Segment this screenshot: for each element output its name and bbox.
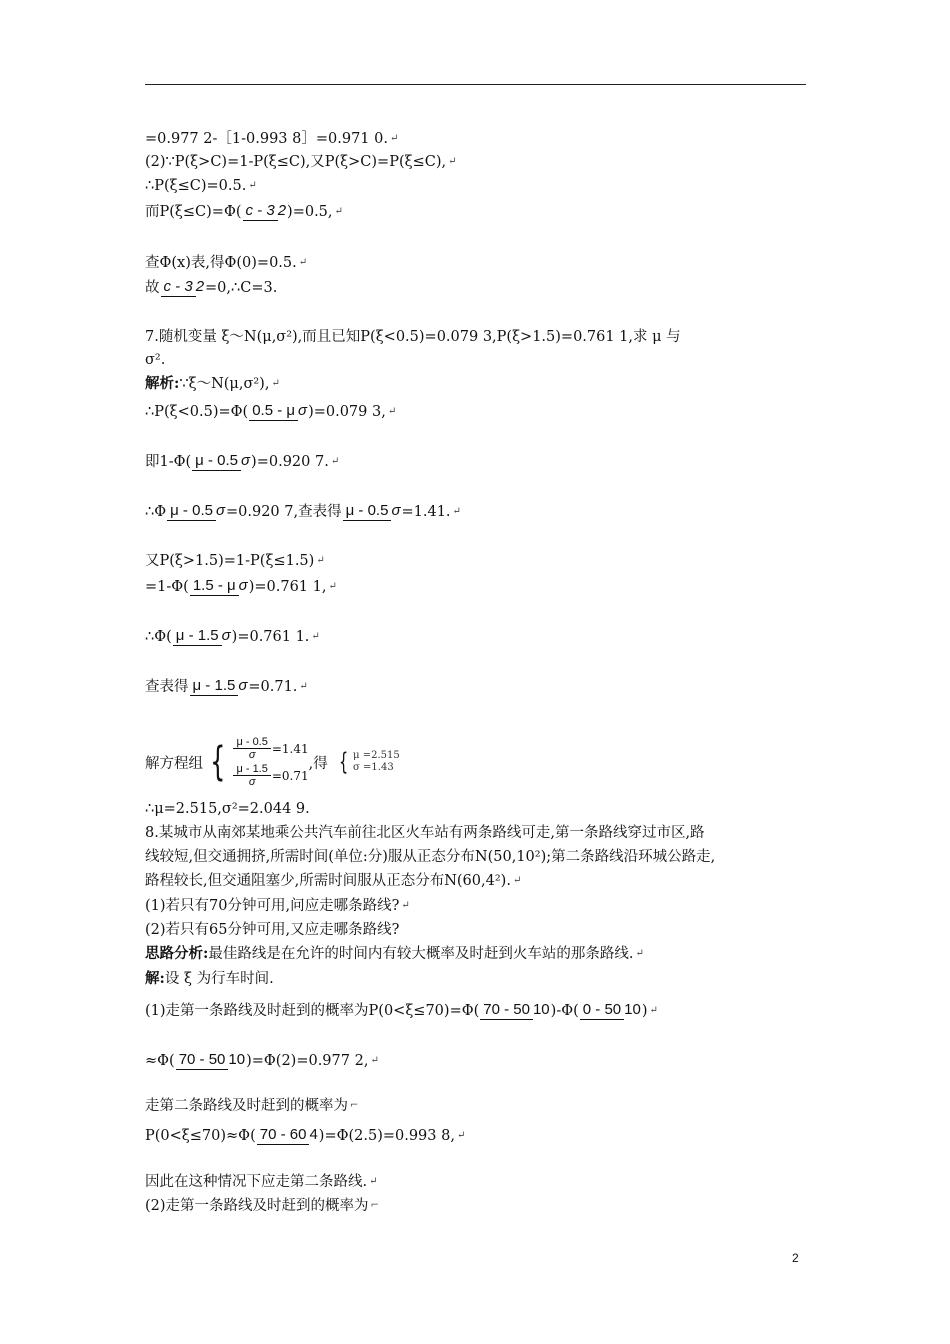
fraction: μ - 0.5 σ	[343, 502, 401, 521]
text-line: (2)∵P(ξ>C)=1-P(ξ≤C),又P(ξ>C)=P(ξ≤C), ↵	[145, 154, 457, 170]
text-line: P(0<ξ≤70)≈Φ( 70 - 60 4 )=Φ(2.5)=0.993 8, ↵	[145, 1126, 466, 1144]
text-line: 故 c - 3 2 =0,∴C=3.	[145, 278, 278, 296]
fraction: $\frac{\mu - 0.5}{\sigma}$	[233, 736, 270, 761]
text-line: 又P(ξ>1.5)=1-P(ξ≤1.5) ↵	[145, 553, 325, 569]
text-line: 7.随机变量 ξ～N(μ,σ²),而且已知P(ξ<0.5)=0.079 3,P(ξ>1.5)=0.761 1,求 μ 与	[145, 329, 681, 345]
text-line: 而P(ξ≤C)=Φ( c - 3 2 )=0.5, ↵	[145, 202, 343, 220]
text-line: ∴P(ξ≤C)=0.5. ↵	[145, 178, 257, 194]
fraction: c - 3 2	[243, 202, 287, 221]
fraction: 1.5 - μ σ	[190, 577, 248, 596]
text-line: 查表得 μ - 1.5 σ =0.71. ↵	[145, 677, 308, 695]
fraction: 70 - 60 4	[257, 1126, 318, 1145]
fraction: 0 - 50 10	[580, 1001, 641, 1020]
fraction: c - 3 2	[161, 278, 205, 297]
text-line: 思路分析: 最佳路线是在允许的时间内有较大概率及时赶到火车站的那条路线. ↵	[145, 945, 644, 962]
fraction: 70 - 50 10	[176, 1051, 245, 1070]
text-line: =1-Φ( 1.5 - μ σ )=0.761 1, ↵	[145, 577, 337, 595]
fraction: 0.5 - μ σ	[249, 402, 307, 421]
text-line: (2)若只有65分钟可用,又应走哪条路线?	[145, 922, 400, 938]
text-line: ∴Φ μ - 0.5 σ =0.920 7,查表得 μ - 0.5 σ =1.41. ↵	[145, 502, 461, 520]
text-line: ≈Φ( 70 - 50 10 )=Φ(2)=0.977 2, ↵	[145, 1051, 379, 1069]
text-line: 即1-Φ( μ - 0.5 σ )=0.920 7. ↵	[145, 452, 340, 470]
fraction: μ - 1.5 σ	[173, 627, 231, 646]
fraction: μ - 0.5 σ	[167, 502, 225, 521]
text-line: ∴Φ( μ - 1.5 σ )=0.761 1. ↵	[145, 627, 320, 645]
text-line: 解: 设 ξ 为行车时间.	[145, 970, 274, 987]
fraction: 70 - 50 10	[480, 1001, 549, 1020]
page-number: 2	[792, 1251, 799, 1265]
text-line: =0.977 2-［1-0.993 8］=0.971 0. ↵	[145, 131, 399, 147]
text-line: ∴μ=2.515,σ²=2.044 9.	[145, 801, 310, 817]
text-line: σ².	[145, 352, 166, 368]
fraction: $\frac{\mu - 1.5}{\sigma}$	[233, 763, 270, 788]
text-line: 走第二条路线及时赶到的概率为 ⌐	[145, 1098, 359, 1114]
fraction: μ - 0.5 σ	[192, 452, 250, 471]
fraction: μ - 1.5 σ	[190, 677, 248, 696]
text-line: 路程较长,但交通阻塞少,所需时间服从正态分布N(60,4²). ↵	[145, 873, 522, 889]
text-line: ∴P(ξ<0.5)=Φ( 0.5 - μ σ )=0.079 3, ↵	[145, 402, 397, 420]
text-line: 查Φ(x)表,得Φ(0)=0.5. ↵	[145, 255, 308, 271]
text-line: 8.某城市从南郊某地乘公共汽车前往北区火车站有两条路线可走,第一条路线穿过市区,路	[145, 825, 705, 841]
text-line: 解析: ∵ξ～N(μ,σ²), ↵	[145, 375, 280, 392]
text-line: 线较短,但交通拥挤,所需时间(单位:分)服从正态分布N(50,10²);第二条路线沿环城公路走,	[145, 849, 716, 865]
text-line: (1)走第一条路线及时赶到的概率为P(0<ξ≤70)=Φ( 70 - 50 10 )-Φ( 0 - 50 10 ) ↵	[145, 1001, 658, 1019]
equation-solution: { μ =2.515 σ =1.43	[338, 748, 400, 776]
text-line: 因此在这种情况下应走第二条路线. ↵	[145, 1174, 378, 1190]
header-rule	[145, 84, 806, 85]
text-line: (2)走第一条路线及时赶到的概率为 ⌐	[145, 1198, 379, 1214]
equation-system: 解方程组 { $\frac{\mu - 0.5}{\sigma}$ =1.41 $\frac{\mu - 1.5}{\sigma}$ =0.71 ,得 { μ =2.515 σ =1.43	[145, 736, 400, 788]
text-line: (1)若只有70分钟可用,问应走哪条路线? ↵	[145, 898, 410, 914]
